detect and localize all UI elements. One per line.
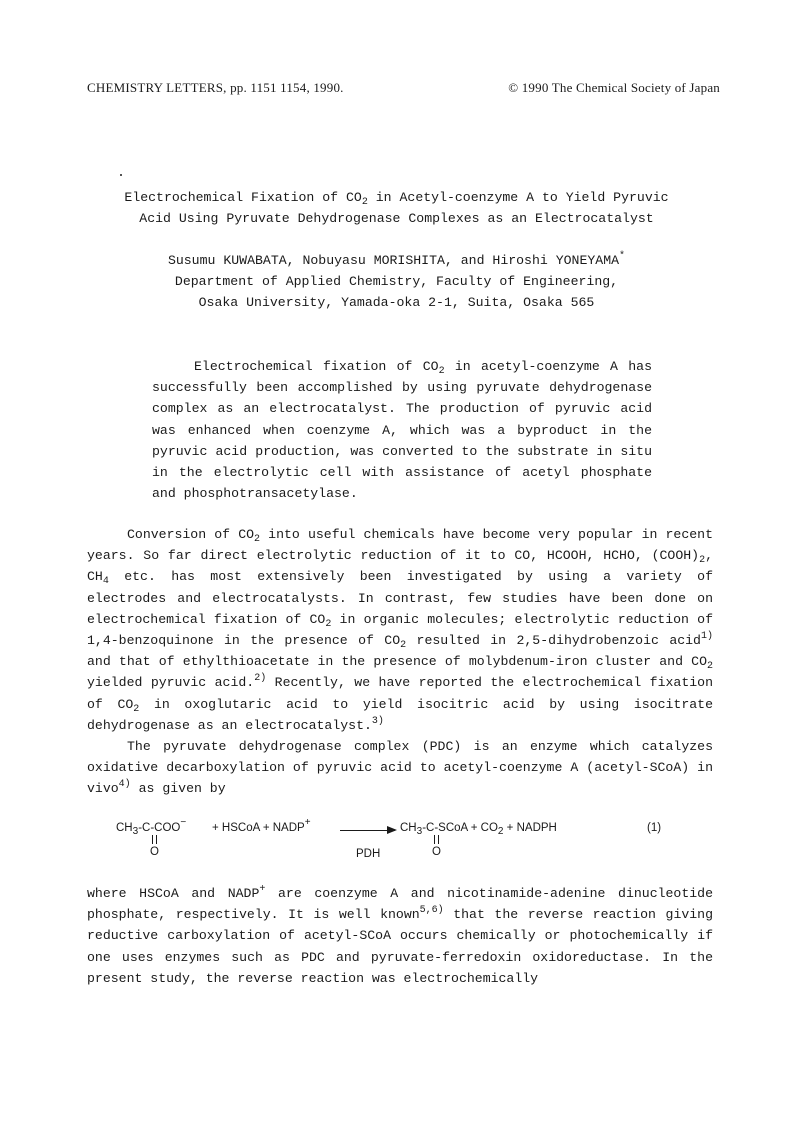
copyright-notice: © 1990 The Chemical Society of Japan — [508, 80, 720, 95]
eq-lhs-reagents: + HSCoA + NADP+ — [212, 817, 311, 834]
page-speck — [120, 174, 122, 176]
eq-oxygen-1: O — [150, 846, 159, 858]
eq-rhs: $CH_3-C$-SCoA + $CO_2$ + NADPH — [400, 822, 557, 837]
affiliation-dept: Department of Applied Chemistry, Faculty of Engineering, — [174, 274, 619, 290]
title-line-1: Electrochemical Fixation of $CO_2$ in Acetyl-coenzyme A to Yield Pyruvic — [124, 190, 669, 208]
double-bond-1 — [152, 835, 157, 844]
eq-number: (1) — [647, 822, 662, 834]
abstract: Electrochemical fixation of $CO_2$ in acetyl-coenzyme A has successfully been accomplished by using pyruvate dehydrogenase complex as an electrocatalyst. The production of pyruvic acid was enhanced when coenzyme A, which was a byproduct in the pyruvic acid production, was converted to the substrate in situ in the electrolytic cell with assistance of acetyl phosphate and phosphotransacetylase. — [152, 359, 652, 502]
body-section-1 — [87, 524, 713, 800]
eq-lhs-pyruvate: $CH_3-C-COO^-$ — [116, 817, 187, 837]
affiliation-address: Osaka University, Yamada-oka 2-1, Suita, Osaka 565 — [198, 295, 595, 311]
journal-header: CHEMISTRY LETTERS, pp. 1151 1154, 1990. — [87, 80, 344, 95]
paragraph-1: Conversion of $CO_2$ into useful chemicals have become very popular in recent years. So far direct electrolytic reduction of it to CO, HCOOH, HCHO, $(COOH)_2$, $CH_4$ etc. has most extensively been investigated by using a variety of electrodes and electrocatalysts. In contrast, few studies have been done on electrochemical fixation of $CO_2$ in organic molecules; electrolytic reduction of 1,4-benzoquinone in the presence of $CO_2$ resulted in 2,5-dihydrobenzoic acid$^{1)}$ and that of ethylthioacetate in the presence of molybdenum-iron cluster and $CO_2$ yielded pyruvic acid.$^{2)}$ Recently, we have reported the electrochemical fixation of $CO_2$ in oxoglutaric acid to yield isocitric acid by using isocitrate dehydrogenase as an electrocatalyst.$^{3)}$ — [87, 527, 714, 733]
body-section-2 — [87, 883, 713, 989]
equation-1 — [116, 817, 676, 872]
double-bond-2 — [434, 835, 439, 844]
paragraph-3: where HSCoA and NADP+ are coenzyme A and nicotinamide-adenine dinucleotide phosphate, respectively. It is well known$^{5,6)}$ that the reverse reaction giving reductive carboxylation of acetyl-SCoA occurs chemically or photochemically if one uses enzymes such as PDC and pyruvate-ferredoxin oxidoreductase. In the present study, the reverse reaction was electrochemically — [87, 884, 714, 986]
author-block — [60, 250, 733, 314]
title-line-2: Acid Using Pyruvate Dehydrogenase Complexes as an Electrocatalyst — [139, 211, 654, 227]
arrow-head-icon — [387, 826, 397, 834]
eq-oxygen-2: O — [432, 846, 441, 858]
author-names: Susumu KUWABATA, Nobuyasu MORISHITA, and Hiroshi YONEYAMA* — [167, 251, 626, 268]
paper-title — [60, 187, 733, 229]
eq-catalyst: PDH — [356, 848, 381, 860]
paragraph-2: The pyruvate dehydrogenase complex (PDC) is an enzyme which catalyzes oxidative decarboxylation of pyruvic acid to acetyl-coenzyme A (acetyl-SCoA) in vivo$^{4)}$ as given by — [87, 739, 713, 797]
